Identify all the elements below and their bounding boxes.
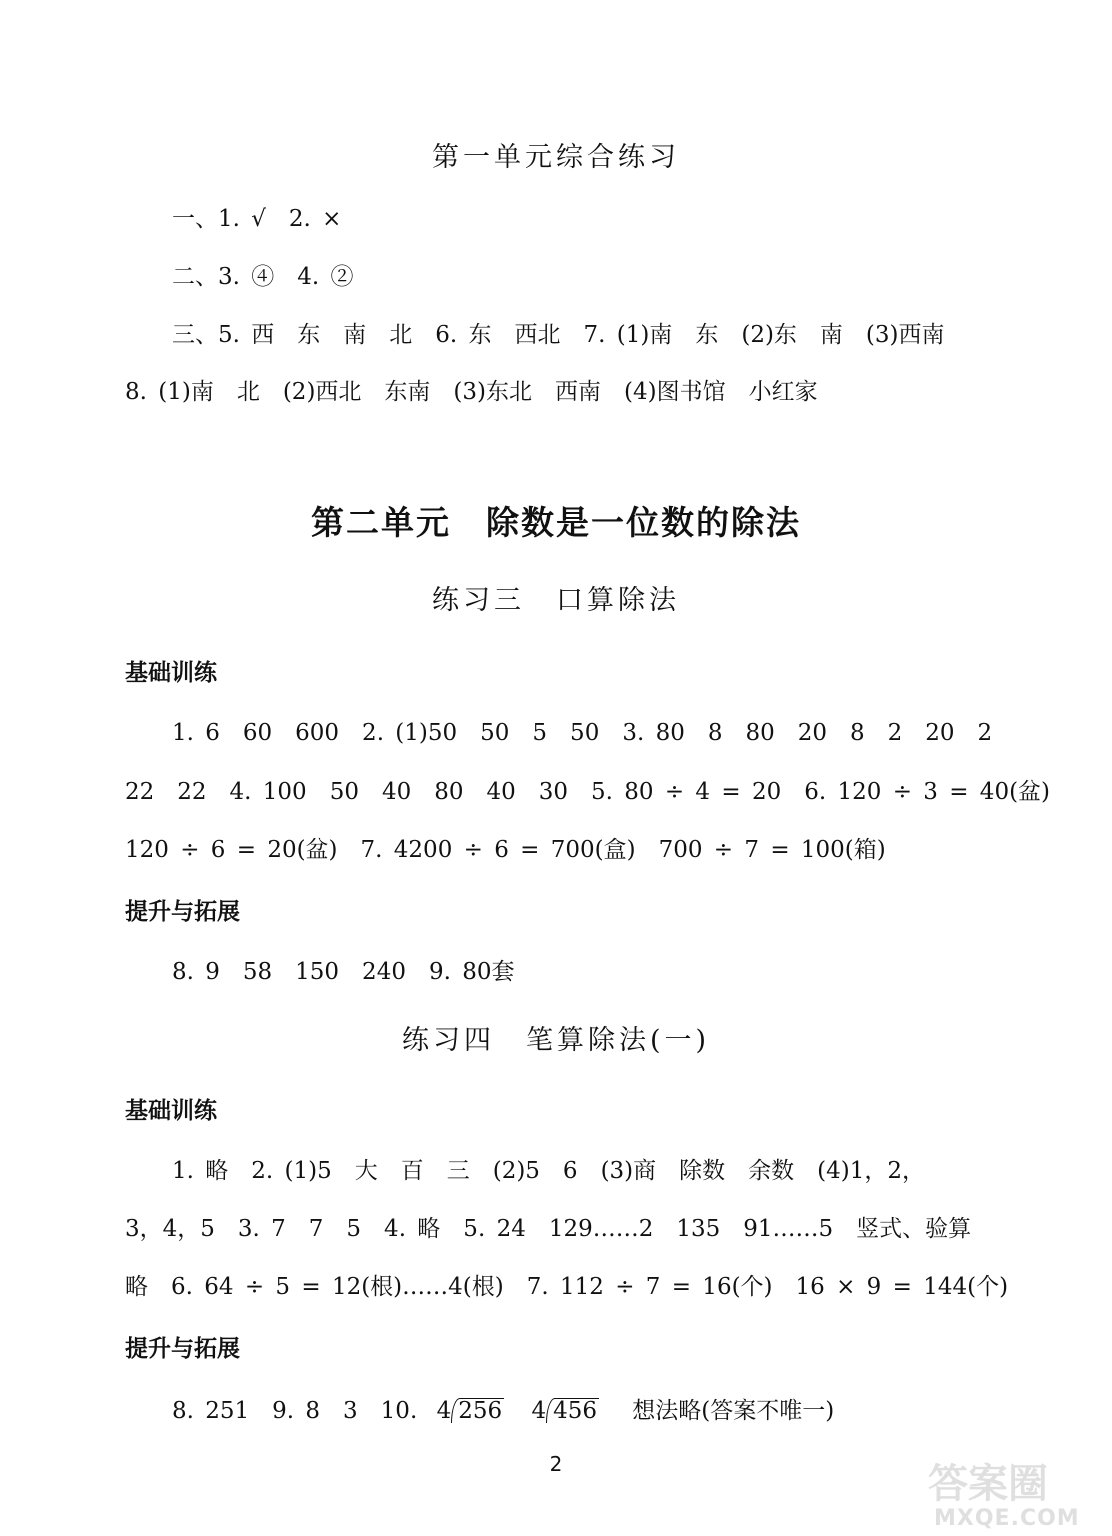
dividend: 456 (546, 1398, 599, 1423)
sub-heading-advanced: 提升与拓展 (125, 899, 240, 925)
answer-suffix: 想法略(答案不唯一) (632, 1398, 835, 1424)
answer-prefix: 8. 251 9. 8 3 10. (172, 1398, 418, 1424)
unit-title: 第二单元 除数是一位数的除法 (311, 503, 801, 542)
watermark-text: MXQE.COM (934, 1506, 1080, 1531)
answer-line: 1. 6 60 600 2. (1)50 50 5 50 3. 80 8 80 20 8 2 20 2 (172, 720, 993, 746)
answer-line: 一、1. √ 2. × (172, 206, 342, 232)
answer-line: 3，4，5 3. 7 7 5 4. 略 5. 24 129……2 135 91……5 竖式、验算 (125, 1216, 972, 1242)
sub-heading-basic-training: 基础训练 (125, 1098, 217, 1124)
section-title-exercise3: 练习三 口算除法 (432, 585, 680, 616)
long-division-1 (437, 1398, 505, 1424)
answer-line: 略 6. 64 ÷ 5 = 12(根)……4(根) 7. 112 ÷ 7 = 16(个) 16 × 9 = 144(个) (125, 1274, 1009, 1300)
section-title-exercise4: 练习四 笔算除法(一) (401, 1025, 711, 1056)
answer-line (172, 1392, 834, 1425)
divisor: 4 (531, 1398, 547, 1424)
watermark-seal: 答案圈 (928, 1461, 1048, 1507)
divisor: 4 (436, 1398, 452, 1424)
answer-line: 8. (1)南 北 (2)西北 东南 (3)东北 西南 (4)图书馆 小红家 (125, 379, 818, 405)
sub-heading-advanced: 提升与拓展 (125, 1336, 240, 1362)
sub-heading-basic-training: 基础训练 (125, 660, 217, 686)
answer-line: 1. 略 2. (1)5 大 百 三 (2)5 6 (3)商 除数 余数 (4)1，2， (172, 1158, 925, 1184)
long-division-2 (531, 1398, 599, 1424)
answer-line: 120 ÷ 6 = 20(盆) 7. 4200 ÷ 6 = 700(盒) 700 ÷ 7 = 100(箱) (125, 837, 886, 863)
dividend: 256 (451, 1398, 504, 1423)
answer-line: 8. 9 58 150 240 9. 80套 (172, 959, 515, 985)
answer-line: 二、3. ④ 4. ② (172, 264, 354, 290)
page-number: 2 (549, 1452, 563, 1476)
section-title-unit1-practice: 第一单元综合练习 (432, 142, 680, 173)
answer-line: 22 22 4. 100 50 40 80 40 30 5. 80 ÷ 4 = 20 6. 120 ÷ 3 = 40(盆) (125, 779, 1051, 805)
watermark-logo (904, 1450, 1104, 1530)
answer-line: 三、5. 西 东 南 北 6. 东 西北 7. (1)南 东 (2)东 南 (3)西南 (172, 322, 945, 348)
